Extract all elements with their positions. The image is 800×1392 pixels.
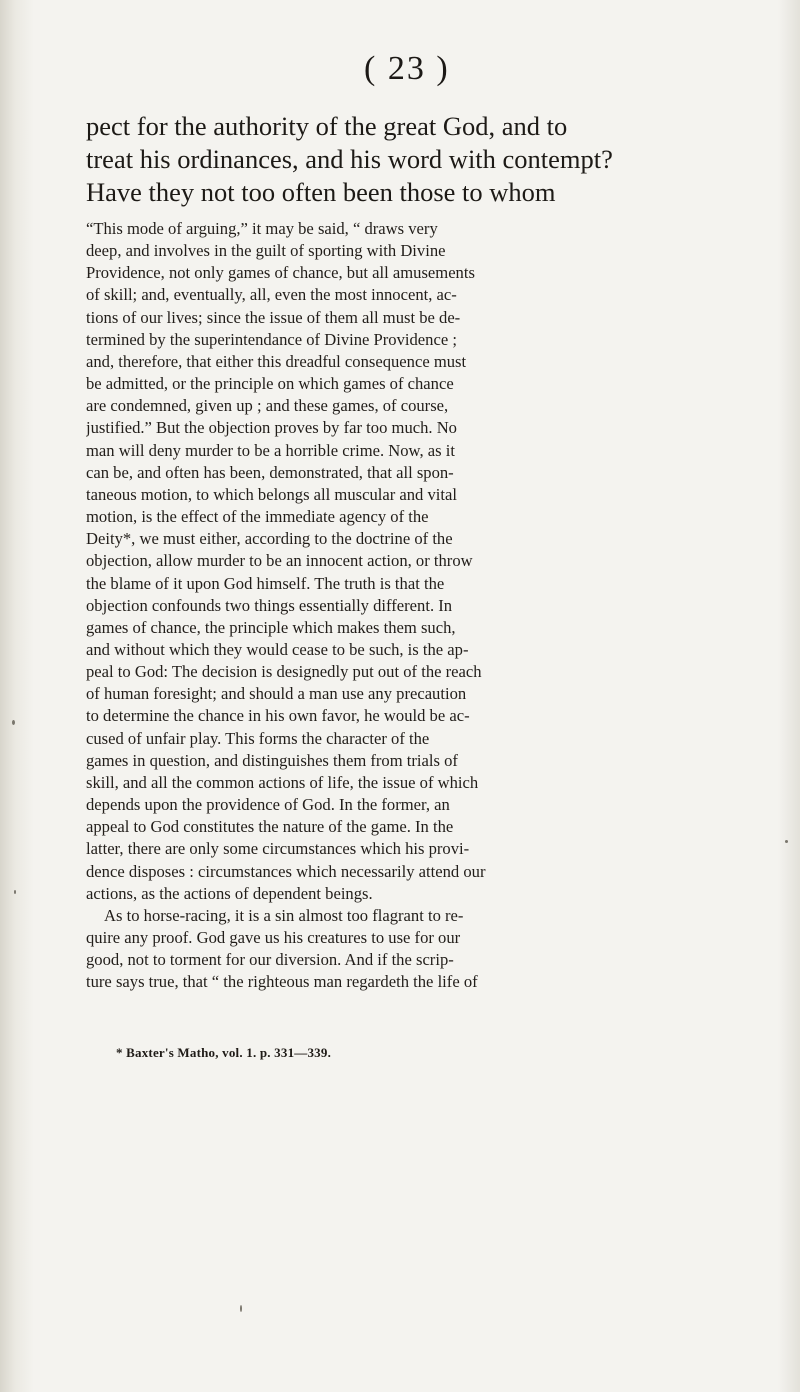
text-line: games of chance, the principle which makes them such, <box>86 617 456 637</box>
text-line: objection confounds two things essentially different. In <box>86 595 453 615</box>
text-line: of skill; and, eventually, all, even the most innocent, ac- <box>86 285 457 305</box>
footnote: * Baxter's Matho, vol. 1. p. 331—339. <box>116 1045 332 1060</box>
text-line: and, therefore, that either this dreadful consequence must <box>86 351 467 371</box>
text-line: taneous motion, to which belongs all muscular and vital <box>86 484 457 504</box>
text-line: Providence, not only games of chance, but all amusements <box>86 263 475 283</box>
lead-paragraph <box>86 110 744 209</box>
text-line: latter, there are only some circumstances which his provi- <box>86 839 470 859</box>
lead-line: pect for the authority of the great God, and to <box>86 111 568 141</box>
text-line: cused of unfair play. This forms the character of the <box>86 728 430 748</box>
lead-line: treat his ordinances, and his word with contempt? <box>86 144 613 174</box>
text-line: justified.” But the objection proves by far too much. No <box>86 418 457 438</box>
text-line: to determine the chance in his own favor, he would be ac- <box>86 706 470 726</box>
text-line: deep, and involves in the guilt of sporting with Divine <box>86 241 446 261</box>
text-line: appeal to God constitutes the nature of the game. In the <box>86 817 454 837</box>
body-paragraph <box>86 218 744 993</box>
text-line: the blame of it upon God himself. The truth is that the <box>86 573 445 593</box>
text-line: be admitted, or the principle on which games of chance <box>86 374 454 394</box>
lead-line: Have they not too often been those to whom <box>86 177 556 207</box>
text-line: As to horse-racing, it is a sin almost too flagrant to re- <box>104 905 464 925</box>
text-line: depends upon the providence of God. In the former, an <box>86 795 450 815</box>
text-line: objection, allow murder to be an innocent action, or throw <box>86 551 473 571</box>
text-line: peal to God: The decision is designedly put out of the reach <box>86 662 482 682</box>
text-line: dence disposes : circumstances which necessarily attend our <box>86 861 486 881</box>
text-line: can be, and often has been, demonstrated, that all spon- <box>86 462 454 482</box>
text-line: tions of our lives; since the issue of them all must be de- <box>86 307 461 327</box>
text-line: Deity*, we must either, according to the doctrine of the <box>86 529 453 549</box>
text-line: actions, as the actions of dependent beings. <box>86 883 373 903</box>
text-line: motion, is the effect of the immediate agency of the <box>86 507 429 527</box>
text-line: are condemned, given up ; and these games, of course, <box>86 396 449 416</box>
text-line: “This mode of arguing,” it may be said, “ draws very <box>86 219 438 238</box>
text-line: good, not to torment for our diversion. And if the scrip- <box>86 950 454 970</box>
text-line: ture says true, that “ the righteous man regardeth the life of <box>86 972 478 992</box>
binding-shadow <box>0 0 34 1392</box>
paper-speck <box>785 840 788 843</box>
paper-speck <box>14 890 16 894</box>
text-line: skill, and all the common actions of life, the issue of which <box>86 772 479 792</box>
page-number: ( 23 ) <box>364 50 450 87</box>
text-line: games in question, and distinguishes them from trials of <box>86 750 458 770</box>
paper-speck <box>240 1305 242 1312</box>
page-edge-shadow <box>778 0 800 1392</box>
text-line: quire any proof. God gave us his creatures to use for our <box>86 928 461 947</box>
text-line: man will deny murder to be a horrible crime. Now, as it <box>86 440 455 460</box>
paper-speck <box>12 720 15 725</box>
text-line: and without which they would cease to be such, is the ap- <box>86 639 469 659</box>
text-line: of human foresight; and should a man use any precaution <box>86 684 467 704</box>
text-line: termined by the superintendance of Divine Providence ; <box>86 329 457 349</box>
